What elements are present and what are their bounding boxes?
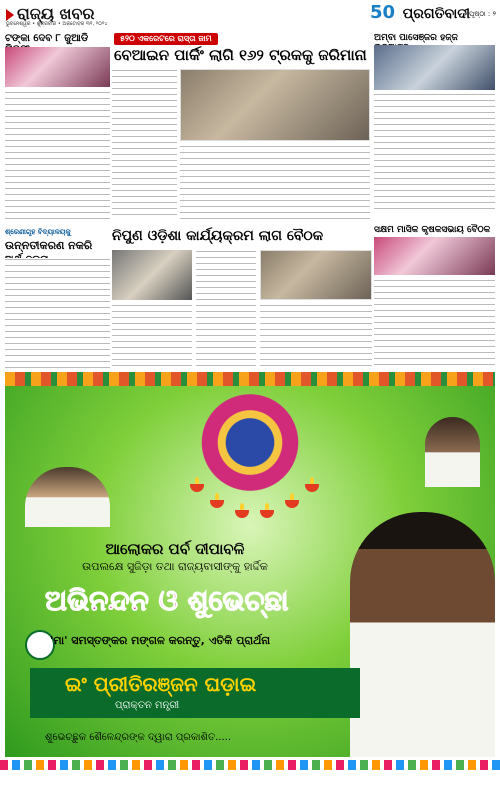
color-registration-strip bbox=[0, 760, 500, 770]
newspaper-brand: ପ୍ରଗତିବାଦୀ bbox=[402, 6, 470, 22]
story-6-photo-right bbox=[260, 250, 372, 300]
story-2-kicker: ୫୨୦ ଏକରେଟରେ ରାସ୍ତା ଜାମ bbox=[114, 33, 218, 45]
story-5-body bbox=[5, 258, 110, 368]
story-6-body-bottom bbox=[260, 304, 372, 368]
goddess-kali-image bbox=[190, 390, 310, 495]
story-1 bbox=[5, 33, 110, 223]
candidate-photo bbox=[350, 512, 495, 757]
marigold-garland bbox=[5, 372, 495, 386]
story-4-headline: ସକ୍ଷମ ମାସିକ କୃଷକସଭାୟ ବୈଠକ bbox=[374, 225, 491, 235]
story-3 bbox=[374, 33, 495, 223]
leader-photo-left bbox=[25, 467, 110, 527]
ad-line-2: ଉପଲକ୍ଷେ ସୁଜିଡ଼ା ତଥା ରାଜ୍ୟବାସୀଙ୍କୁ ହାର୍ଦ୍ଦିକ bbox=[82, 560, 268, 573]
story-6-body-left bbox=[112, 304, 192, 368]
diya-lamp-icon bbox=[235, 510, 249, 518]
story-2-body-bottom bbox=[180, 145, 370, 221]
candidate-title: ପ୍ରାକ୍ତନ ମନ୍ତ୍ରୀ bbox=[115, 700, 180, 711]
story-5-kicker: ଶ୍ରେଣୀଗୃହ ବିଦ୍ୟାଳୟକୁ bbox=[5, 228, 71, 236]
story-3-headline: ଅମ୍ବା ପାସେଞ୍ଜର ହଜ୍ଜ bbox=[374, 33, 458, 43]
story-1-photo bbox=[5, 47, 110, 87]
story-1-body bbox=[5, 91, 110, 221]
story-6 bbox=[112, 228, 372, 370]
story-6-headline: ନିପୁଣ ଓଡ଼ିଶା କାର୍ଯ୍ୟକ୍ରମ ଲାଗ ବୈଠକ bbox=[112, 228, 324, 244]
leader-photo-right bbox=[425, 417, 480, 487]
ad-line-1: ଆଲୋକର ପର୍ବ ଦୀପାବଳି bbox=[105, 540, 245, 558]
diya-lamp-icon bbox=[305, 484, 319, 492]
diya-lamp-icon bbox=[210, 500, 224, 508]
story-3-body bbox=[374, 93, 495, 211]
page-header bbox=[0, 0, 500, 30]
ad-greeting: ଅଭିନନ୍ଦନ ଓ ଶୁଭେଚ୍ଛା bbox=[45, 584, 289, 617]
story-3-photo bbox=[374, 45, 495, 90]
diya-lamp-icon bbox=[285, 500, 299, 508]
ad-publisher: ଶୁଭେଚ୍ଛୁକ ଶୈଳେନ୍ଦ୍ରଙ୍କ ଦ୍ୱାରା ପ୍ରକାଶିତ..... bbox=[45, 732, 232, 743]
story-6-photo-left bbox=[112, 250, 192, 300]
story-2-body-left bbox=[112, 69, 177, 219]
dateline: ଭୁବନେଶ୍ୱର • ଶୁକ୍ରବାର • ଅକ୍ଟୋବର ୩୧, ୨୦୨୪ bbox=[6, 21, 108, 27]
story-5 bbox=[5, 228, 110, 370]
section-title-text: ରାଜ୍ୟ ଖବର bbox=[17, 4, 95, 23]
story-4-body bbox=[374, 279, 495, 369]
ad-prayer: 'ମା' ସମସ୍ତଙ୍କର ମଙ୍ଗଳ କରନ୍ତୁ, ଏତିକି ପ୍ରାର୍ଥନା bbox=[50, 634, 271, 647]
diwali-advertisement bbox=[5, 372, 495, 757]
story-2 bbox=[112, 33, 372, 223]
story-6-body-mid bbox=[196, 250, 256, 368]
story-4 bbox=[374, 225, 495, 370]
triangle-icon bbox=[6, 9, 14, 21]
story-1-headline: ଟଙ୍କା ଦେବ ୮ ଜୁଆଡି bbox=[5, 33, 89, 44]
story-4-photo bbox=[374, 237, 495, 275]
story-2-photo-trucks bbox=[180, 69, 370, 141]
page-number: ପୃଷ୍ଠା : ୨ bbox=[469, 10, 496, 18]
story-2-headline: ବେଆଇନ ପାର୍କିଂ ଲାଗି ୧୬୨ ଟ୍ରକକୁ ଜରିମାନା bbox=[114, 46, 367, 64]
anniversary-logo: 50 bbox=[369, 2, 395, 23]
candidate-name: ଇଂ ପ୍ରୀତିରଞ୍ଜନ ଘଡ଼ାଇ bbox=[65, 672, 257, 696]
diya-lamp-icon bbox=[260, 510, 274, 518]
story-5-headline: ଉନ୍ନତୀକରଣ ନକରି bbox=[5, 239, 93, 252]
